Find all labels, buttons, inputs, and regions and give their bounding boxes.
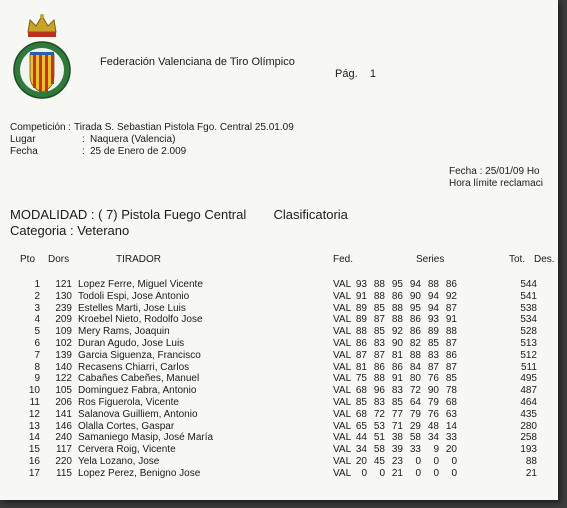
cell-series: 0 [451,467,457,479]
cell-fed: VAL [333,361,352,373]
cell-total: 495 [520,373,537,385]
cell-series: 91 [445,314,457,326]
cell-pos: 10 [28,385,40,397]
cell-total: 193 [520,444,537,456]
cell-series: 86 [445,279,457,290]
cell-series: 92 [391,326,403,338]
cell-total: 88 [525,456,537,467]
cell-series: 34 [427,432,439,444]
cell-series: 89 [355,302,367,314]
cell-series: 93 [427,314,439,326]
cell-pos: 9 [34,373,40,385]
cell-pos: 2 [34,290,40,302]
cell-total: 487 [520,385,537,397]
cell-series: 88 [427,279,439,290]
meta-value: 25 de Enero de 2.009 [90,146,187,157]
claim-deadline: Hora límite reclamaci [449,178,543,189]
cell-name: Garcia Siguenza, Francisco [78,349,201,361]
cell-fed: VAL [333,420,352,432]
cell-series: 39 [391,444,403,456]
table-row [0,468,558,479]
cell-series: 23 [391,456,403,467]
meta-value: Naquera (Valencia) [90,134,176,145]
cell-fed: VAL [333,279,352,290]
page-indicator [335,68,376,80]
cell-series: 86 [373,361,385,373]
cell-pos: 12 [28,408,40,420]
cell-series: 48 [427,420,439,432]
cell-dors: 115 [56,467,72,479]
table-row [0,314,558,325]
cell-series: 34 [355,444,367,456]
cell-series: 0 [415,467,421,479]
col-header-des: Des. [534,254,555,265]
cell-series: 88 [391,314,403,326]
cell-name: Recasens Chiarri, Carlos [78,361,190,373]
cell-fed: VAL [333,373,352,385]
federation-crest-logo [12,10,72,106]
cell-series: 38 [391,432,403,444]
cell-name: Dominguez Fabra, Antonio [78,385,197,397]
cell-series: 86 [355,338,367,349]
cell-pos: 13 [28,420,40,432]
cell-total: 435 [520,408,537,420]
cell-series: 76 [427,373,439,385]
cell-name: Mery Rams, Joaquin [78,326,170,338]
cell-dors: 140 [55,361,72,373]
cell-series: 85 [427,338,439,349]
modality-label: MODALIDAD : ( 7) Pistola Fuego Central [10,207,247,222]
cell-series: 83 [373,338,385,349]
cell-series: 87 [355,349,367,361]
meta-competition: Competición : Tirada S. Sebastian Pistola Fgo. Central 25.01.09 [10,122,294,133]
cell-series: 94 [409,279,421,290]
page-label: Pág. [335,68,358,80]
cell-series: 86 [409,326,421,338]
print-date: Fecha : 25/01/09 Ho [449,166,540,177]
cell-series: 79 [409,408,421,420]
cell-pos: 5 [34,326,40,338]
cell-series: 91 [355,290,367,302]
col-header-series: Series [416,254,445,265]
cell-series: 87 [445,302,457,314]
cell-series: 0 [361,467,367,479]
cell-fed: VAL [333,314,352,326]
cell-series: 80 [409,373,421,385]
cell-series: 0 [379,467,385,479]
cell-total: 464 [520,397,537,408]
cell-fed: VAL [333,290,352,302]
cell-series: 51 [373,432,385,444]
cell-dors: 206 [55,397,72,408]
cell-pos: 8 [34,361,40,373]
cell-series: 90 [391,338,403,349]
cell-series: 96 [373,385,385,397]
cell-total: 511 [521,361,537,373]
cell-series: 0 [451,456,457,467]
cell-series: 86 [391,290,403,302]
cell-series: 88 [355,326,367,338]
cell-pos: 11 [29,397,40,408]
cell-series: 88 [373,373,385,385]
table-row [0,397,558,408]
table-row [0,326,558,337]
cell-fed: VAL [333,385,352,397]
cell-dors: 121 [55,279,72,290]
cell-total: 512 [520,349,537,361]
cell-name: Lopez Perez, Benigno Jose [78,467,201,479]
cell-series: 58 [409,432,421,444]
cell-pos: 17 [28,467,40,479]
cell-series: 87 [373,349,385,361]
cell-dors: 240 [55,432,72,444]
cell-fed: VAL [333,432,352,444]
cell-series: 85 [355,397,367,408]
cell-series: 33 [409,444,421,456]
cell-name: Todoli Espi, Jose Antonio [78,290,190,302]
cell-series: 87 [427,361,439,373]
cell-dors: 130 [55,290,72,302]
cell-series: 81 [355,361,367,373]
cell-series: 65 [355,420,367,432]
table-row [0,279,558,290]
col-header-dors: Dors [48,254,70,265]
table-row [0,362,558,373]
cell-total: 528 [520,326,537,338]
cell-pos: 6 [34,338,40,349]
col-header-total: Tot. [509,254,526,265]
cell-series: 53 [373,420,385,432]
cell-fed: VAL [333,326,352,338]
cell-series: 83 [427,349,439,361]
col-header-shooter: TIRADOR [116,254,161,265]
cell-series: 9 [433,444,439,456]
table-row [0,385,558,396]
cell-series: 83 [373,397,385,408]
cell-series: 44 [355,432,367,444]
cell-pos: 7 [34,349,40,361]
cell-total: 541 [520,290,537,302]
cell-name: Lopez Ferre, Miguel Vicente [78,279,203,290]
cell-dors: 117 [56,444,72,456]
cell-series: 83 [391,385,403,397]
cell-pos: 15 [28,444,40,456]
cell-name: Kroebel Nieto, Rodolfo Jose [78,314,203,326]
table-row [0,291,558,302]
cell-series: 84 [409,361,421,373]
meta-label: Fecha [10,146,38,157]
table-row [0,444,558,455]
cell-series: 76 [427,408,439,420]
cell-series: 68 [355,408,367,420]
cell-series: 63 [445,408,457,420]
cell-series: 58 [373,444,385,456]
cell-name: Ros Figuerola, Vicente [78,397,179,408]
cell-series: 94 [427,290,439,302]
cell-total: 534 [520,314,537,326]
meta-date: Fecha : 25 de Enero de 2.009 [10,146,187,157]
cell-name: Samaniego Masip, José María [78,432,214,444]
cell-pos: 14 [28,432,40,444]
cell-series: 88 [373,279,385,290]
cell-series: 45 [373,456,385,467]
cell-dors: 102 [55,338,72,349]
cell-fed: VAL [333,338,352,349]
cell-series: 88 [445,326,457,338]
cell-series: 90 [409,290,421,302]
cell-dors: 239 [55,302,72,314]
cell-series: 14 [445,420,457,432]
cell-series: 82 [409,338,421,349]
cell-series: 86 [409,314,421,326]
cell-series: 95 [391,279,403,290]
cell-series: 29 [409,420,421,432]
meta-label: Lugar [10,134,36,145]
cell-fed: VAL [333,349,352,361]
cell-fed: VAL [333,456,352,467]
cell-series: 88 [409,349,421,361]
cell-name: Cervera Roig, Vicente [78,444,176,456]
col-header-pos: Pto [20,254,36,265]
page-number: 1 [369,68,376,80]
cell-fed: VAL [333,397,352,408]
cell-fed: VAL [333,444,352,456]
cell-series: 81 [391,349,403,361]
organization-name: Federación Valenciana de Tiro Olímpico [100,56,295,68]
cell-series: 93 [355,279,367,290]
cell-series: 94 [427,302,439,314]
cell-name: Cabañes Cabeñes, Manuel [78,373,200,385]
table-row [0,409,558,420]
cell-dors: 105 [55,385,72,397]
table-row [0,373,558,384]
cell-series: 77 [391,408,403,420]
cell-series: 0 [415,456,421,467]
cell-dors: 139 [55,349,72,361]
cell-series: 91 [391,373,403,385]
meta-label: Competición [10,122,66,133]
cell-series: 64 [409,397,421,408]
cell-series: 85 [373,326,385,338]
cell-series: 89 [427,326,439,338]
cell-series: 85 [373,302,385,314]
cell-series: 21 [391,467,403,479]
cell-series: 68 [355,385,367,397]
category-label: Categoria : Veterano [10,223,130,238]
cell-series: 85 [391,397,403,408]
modality-type: Clasificatoria [273,207,348,222]
cell-pos: 3 [34,302,40,314]
cell-dors: 122 [55,373,72,385]
cell-pos: 16 [28,456,40,467]
cell-series: 20 [355,456,367,467]
cell-series: 71 [391,420,403,432]
cell-dors: 146 [55,420,72,432]
table-row [0,421,558,432]
col-header-fed: Fed. [333,254,354,265]
cell-series: 0 [433,467,439,479]
cell-name: Salanova Guilliem, Antonio [78,408,198,420]
table-row [0,350,558,361]
cell-fed: VAL [333,302,352,314]
cell-series: 87 [445,338,457,349]
cell-series: 86 [445,349,457,361]
cell-series: 0 [433,456,439,467]
cell-series: 72 [373,408,385,420]
cell-series: 72 [409,385,421,397]
cell-series: 86 [391,361,403,373]
table-row [0,303,558,314]
cell-name: Estelles Marti, Jose Luis [78,302,186,314]
cell-series: 95 [409,302,421,314]
cell-fed: VAL [333,408,352,420]
cell-total: 544 [520,279,537,290]
cell-fed: VAL [333,467,352,479]
cell-series: 78 [445,385,457,397]
cell-total: 538 [520,302,537,314]
cell-series: 85 [445,373,457,385]
cell-total: 258 [520,432,537,444]
cell-dors: 109 [55,326,72,338]
cell-series: 92 [445,290,457,302]
cell-series: 88 [373,290,385,302]
cell-name: Yela Lozano, Jose [78,456,160,467]
modality-line [10,207,348,222]
table-row [0,432,558,443]
meta-value: Tirada S. Sebastian Pistola Fgo. Central 25.01.09 [74,122,294,133]
cell-total: 513 [520,338,537,349]
cell-name: Duran Agudo, Jose Luis [78,338,185,349]
cell-total: 280 [520,420,537,432]
cell-dors: 209 [55,314,72,326]
cell-series: 87 [445,361,457,373]
cell-series: 20 [445,444,457,456]
cell-series: 87 [373,314,385,326]
cell-series: 88 [391,302,403,314]
cell-series: 79 [427,397,439,408]
cell-series: 68 [445,397,457,408]
table-row [0,456,558,467]
cell-series: 90 [427,385,439,397]
cell-dors: 141 [55,408,72,420]
meta-place: Lugar : Naquera (Valencia) [10,134,176,145]
cell-series: 75 [355,373,367,385]
cell-pos: 1 [34,279,40,290]
cell-total: 21 [525,467,537,479]
table-row [0,338,558,349]
cell-dors: 220 [55,456,72,467]
cell-series: 89 [355,314,367,326]
cell-pos: 4 [34,314,40,326]
cell-name: Olalla Cortes, Gaspar [78,420,175,432]
cell-series: 33 [445,432,457,444]
